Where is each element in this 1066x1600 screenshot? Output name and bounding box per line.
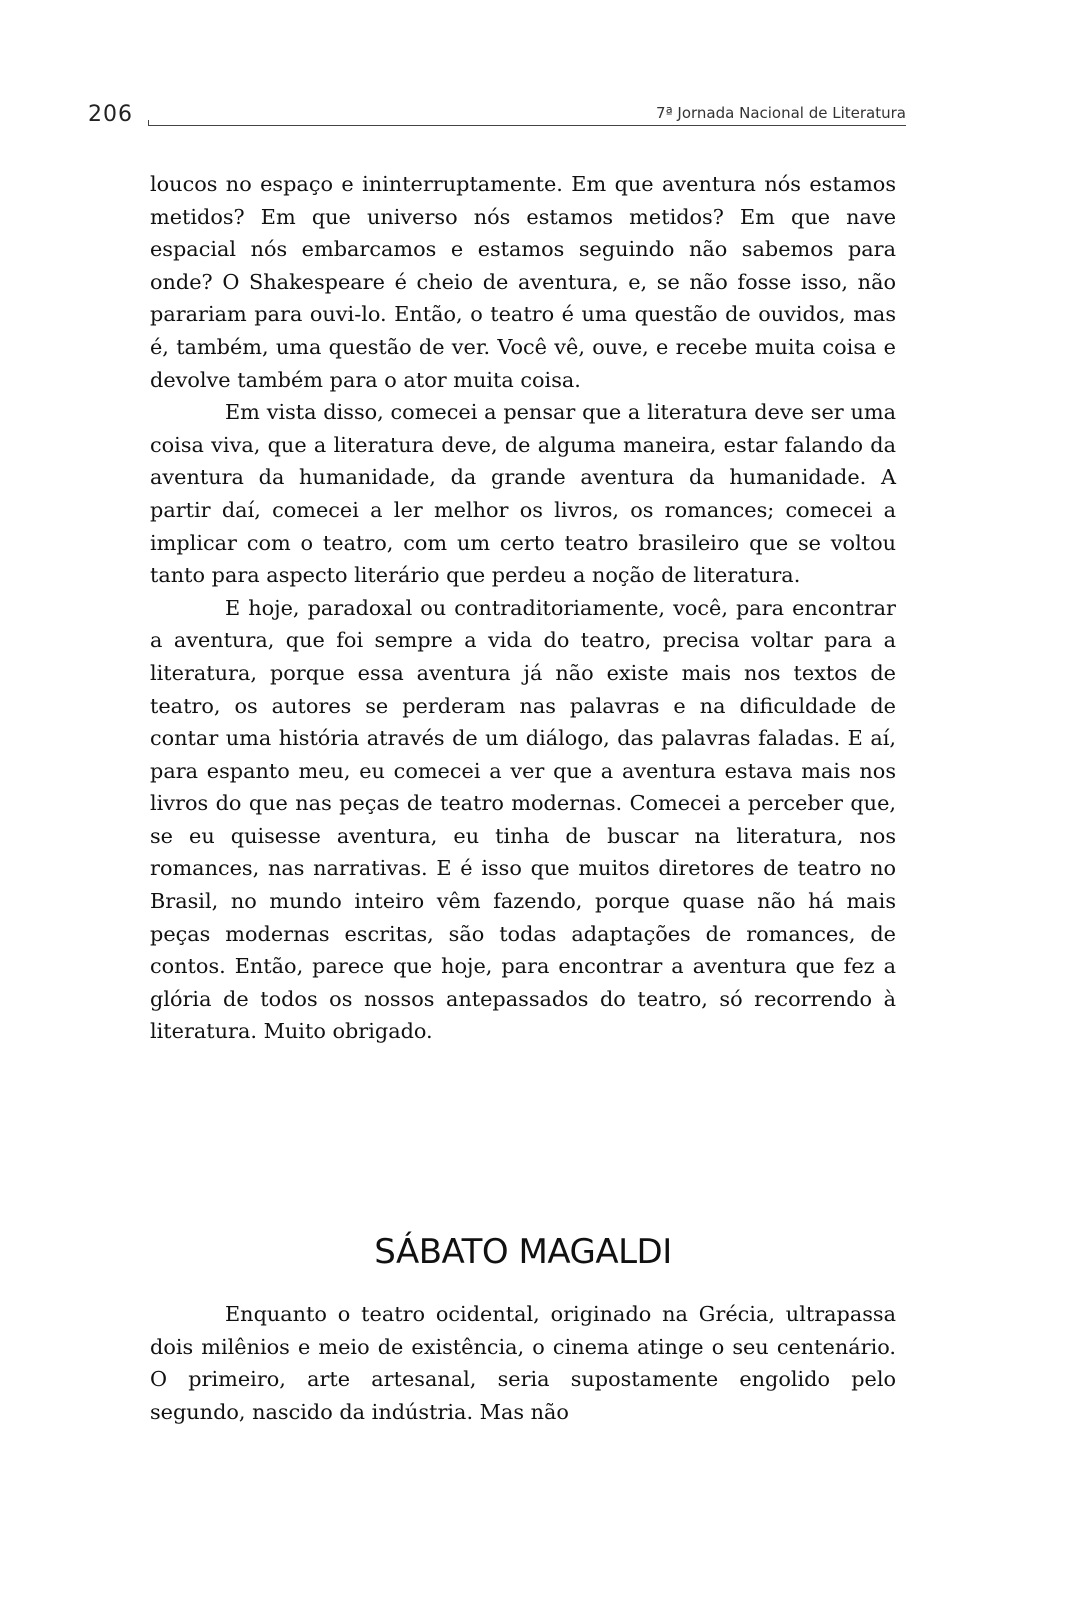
section-heading: SÁBATO MAGALDI — [374, 1232, 672, 1272]
header-rule — [148, 125, 906, 126]
paragraph: Em vista disso, comecei a pensar que a literatura deve ser uma coisa viva, que a literatura deve, de alguma maneira, estar falando da aventura da humanidade, da grande aventura da humanidade. A partir daí, comecei a ler melhor os livros, os romances; comecei a implicar com o teatro, com um certo teatro brasileiro que se voltou tanto para aspecto literário que perdeu a noção de literatura. — [150, 400, 896, 588]
paragraph-continuation: loucos no espaço e ininterruptamente. Em que aventura nós estamos metidos? Em que universo nós estamos metidos? Em que nave espacial nós embarcamos e estamos seguindo não sabemos para onde? O Shakespeare é cheio de aventura, e, se não fosse isso, não parariam para ouvi-lo. Então, o teatro é uma questão de ouvidos, mas é, também, uma questão de ver. Você vê, ouve, e recebe muita coisa e devolve também para o ator muita coisa. — [150, 172, 896, 392]
paragraph: Enquanto o teatro ocidental, originado na Grécia, ultrapassa dois milênios e meio de existência, o cinema atinge o seu centenário. O primeiro, arte artesanal, seria supostamente engolido pelo segundo, nascido da indústria. Mas não — [150, 1302, 896, 1424]
running-title: 7ª Jornada Nacional de Literatura — [656, 104, 906, 122]
section-text — [150, 1298, 896, 1428]
paragraph: E hoje, paradoxal ou contraditoriamente, você, para encontrar a aventura, que foi sempre a vida do teatro, precisa voltar para a literatura, porque essa aventura já não existe mais nos textos de teatro, os autores se perderam nas palavras e na dificuldade de contar uma história através de um diálogo, das palavras faladas. E aí, para espanto meu, eu comecei a ver que a aventura estava mais nos livros do que nas peças de teatro modernas. Comecei a perceber que, se eu quisesse aventura, eu tinha de buscar na literatura, nos romances, nas narrativas. E é isso que muitos diretores de teatro no Brasil, no mundo inteiro vêm fazendo, porque quase não há mais peças modernas escritas, são todas adaptações de romances, de contos. Então, parece que hoje, para encontrar a aventura que fez a glória de todos os nossos antepassados do teatro, só recorrendo à literatura. Muito obrigado. — [150, 595, 896, 1044]
main-text — [150, 168, 896, 1048]
page-number: 206 — [88, 102, 133, 127]
running-header — [88, 100, 906, 128]
